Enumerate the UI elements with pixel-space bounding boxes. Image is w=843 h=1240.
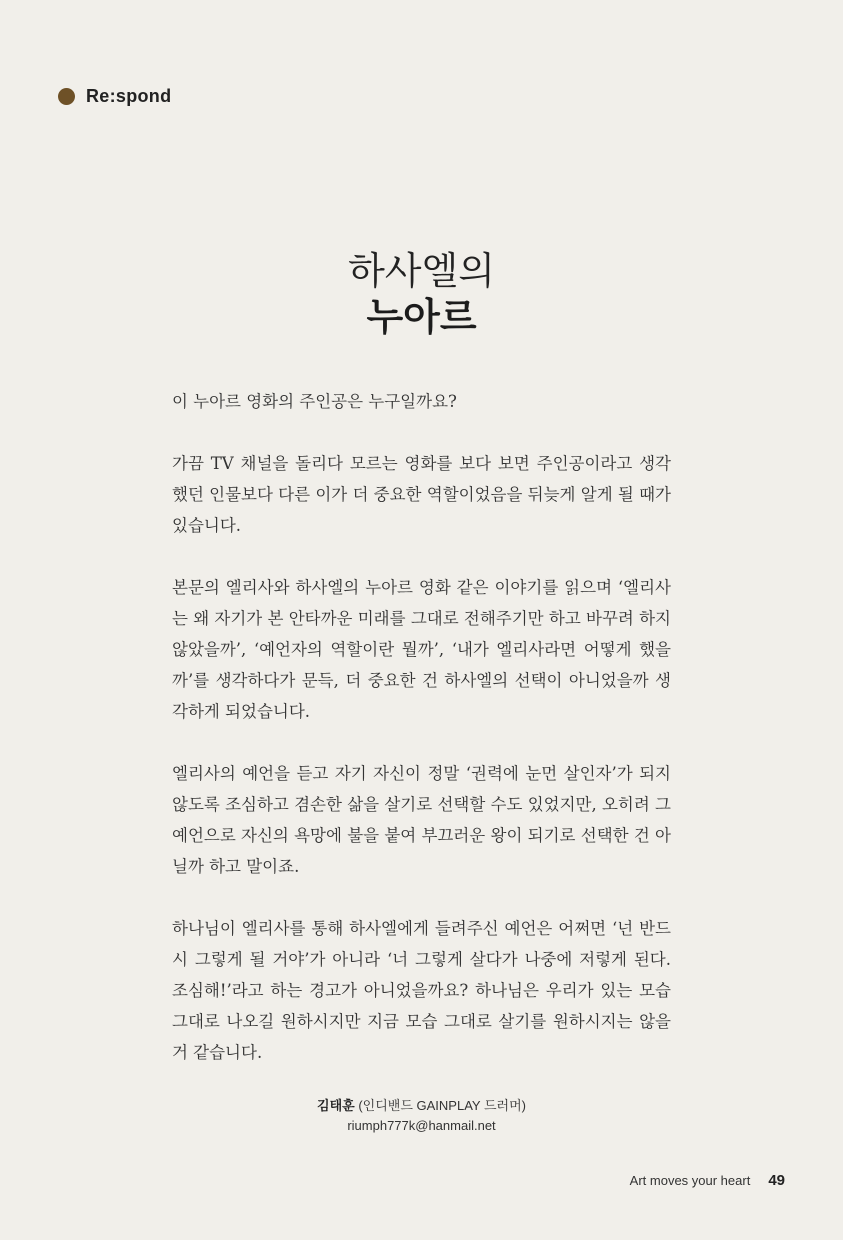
page-footer: [630, 1172, 785, 1189]
page-number: 49: [768, 1172, 785, 1189]
paragraph: 엘리사의 예언을 듣고 자기 자신이 정말 ‘권력에 눈먼 살인자’가 되지 않도록 조심하고 겸손한 삶을 살기로 선택할 수도 있었지만, 오히려 그 예언으로 자신의 욕망에 불을 붙여 부끄러운 왕이 되기로 선택한 건 아닐까 하고 말이죠.: [172, 764, 671, 876]
author-affiliation: (인디밴드 GAINPLAY 드러머): [358, 1098, 526, 1113]
article-title: [0, 248, 843, 340]
footer-tagline: Art moves your heart: [629, 1173, 751, 1188]
author-email: riumph777k@hanmail.net: [347, 1118, 496, 1133]
paragraph: 가끔 TV 채널을 돌리다 모르는 영화를 보다 보면 주인공이라고 생각했던 인물보다 다른 이가 더 중요한 역할이었음을 뒤늦게 알게 될 때가 있습니다.: [172, 454, 671, 535]
author-credit: [0, 1096, 843, 1136]
section-label: Re:spond: [86, 86, 172, 106]
paragraph: 하나님이 엘리사를 통해 하사엘에게 들려주신 예언은 어쩌면 ‘넌 반드시 그렇게 될 거야’가 아니라 ‘너 그렇게 살다가 나중에 저렇게 된다. 조심해!’라고 하는 경고가 아니었을까요? 하나님은 우리가 있는 모습 그대로 나오길 원하시지만 지금 모습 그대로 살기를 원하시지는 않을 거 같습니다.: [172, 919, 671, 1062]
section-tag: [58, 86, 171, 107]
paragraph: 본문의 엘리사와 하사엘의 누아르 영화 같은 이야기를 읽으며 ‘엘리사는 왜 자기가 본 안타까운 미래를 그대로 전해주기만 하고 바꾸려 하지 않았을까’, ‘예언자의 역할이란 뭘까’, ‘내가 엘리사라면 어떻게 했을까’를 생각하다가 문득, 더 중요한 건 하사엘의 선택이 아니었을까 생각하게 되었습니다.: [172, 578, 671, 721]
title-line-2: 누아르: [366, 295, 477, 339]
bullet-dot-icon: [58, 88, 75, 105]
paragraph: 이 누아르 영화의 주인공은 누구일까요?: [172, 392, 457, 411]
title-line-1: 하사엘의: [348, 249, 495, 293]
author-name: 김태훈: [317, 1098, 355, 1113]
article-body: [172, 386, 671, 1068]
